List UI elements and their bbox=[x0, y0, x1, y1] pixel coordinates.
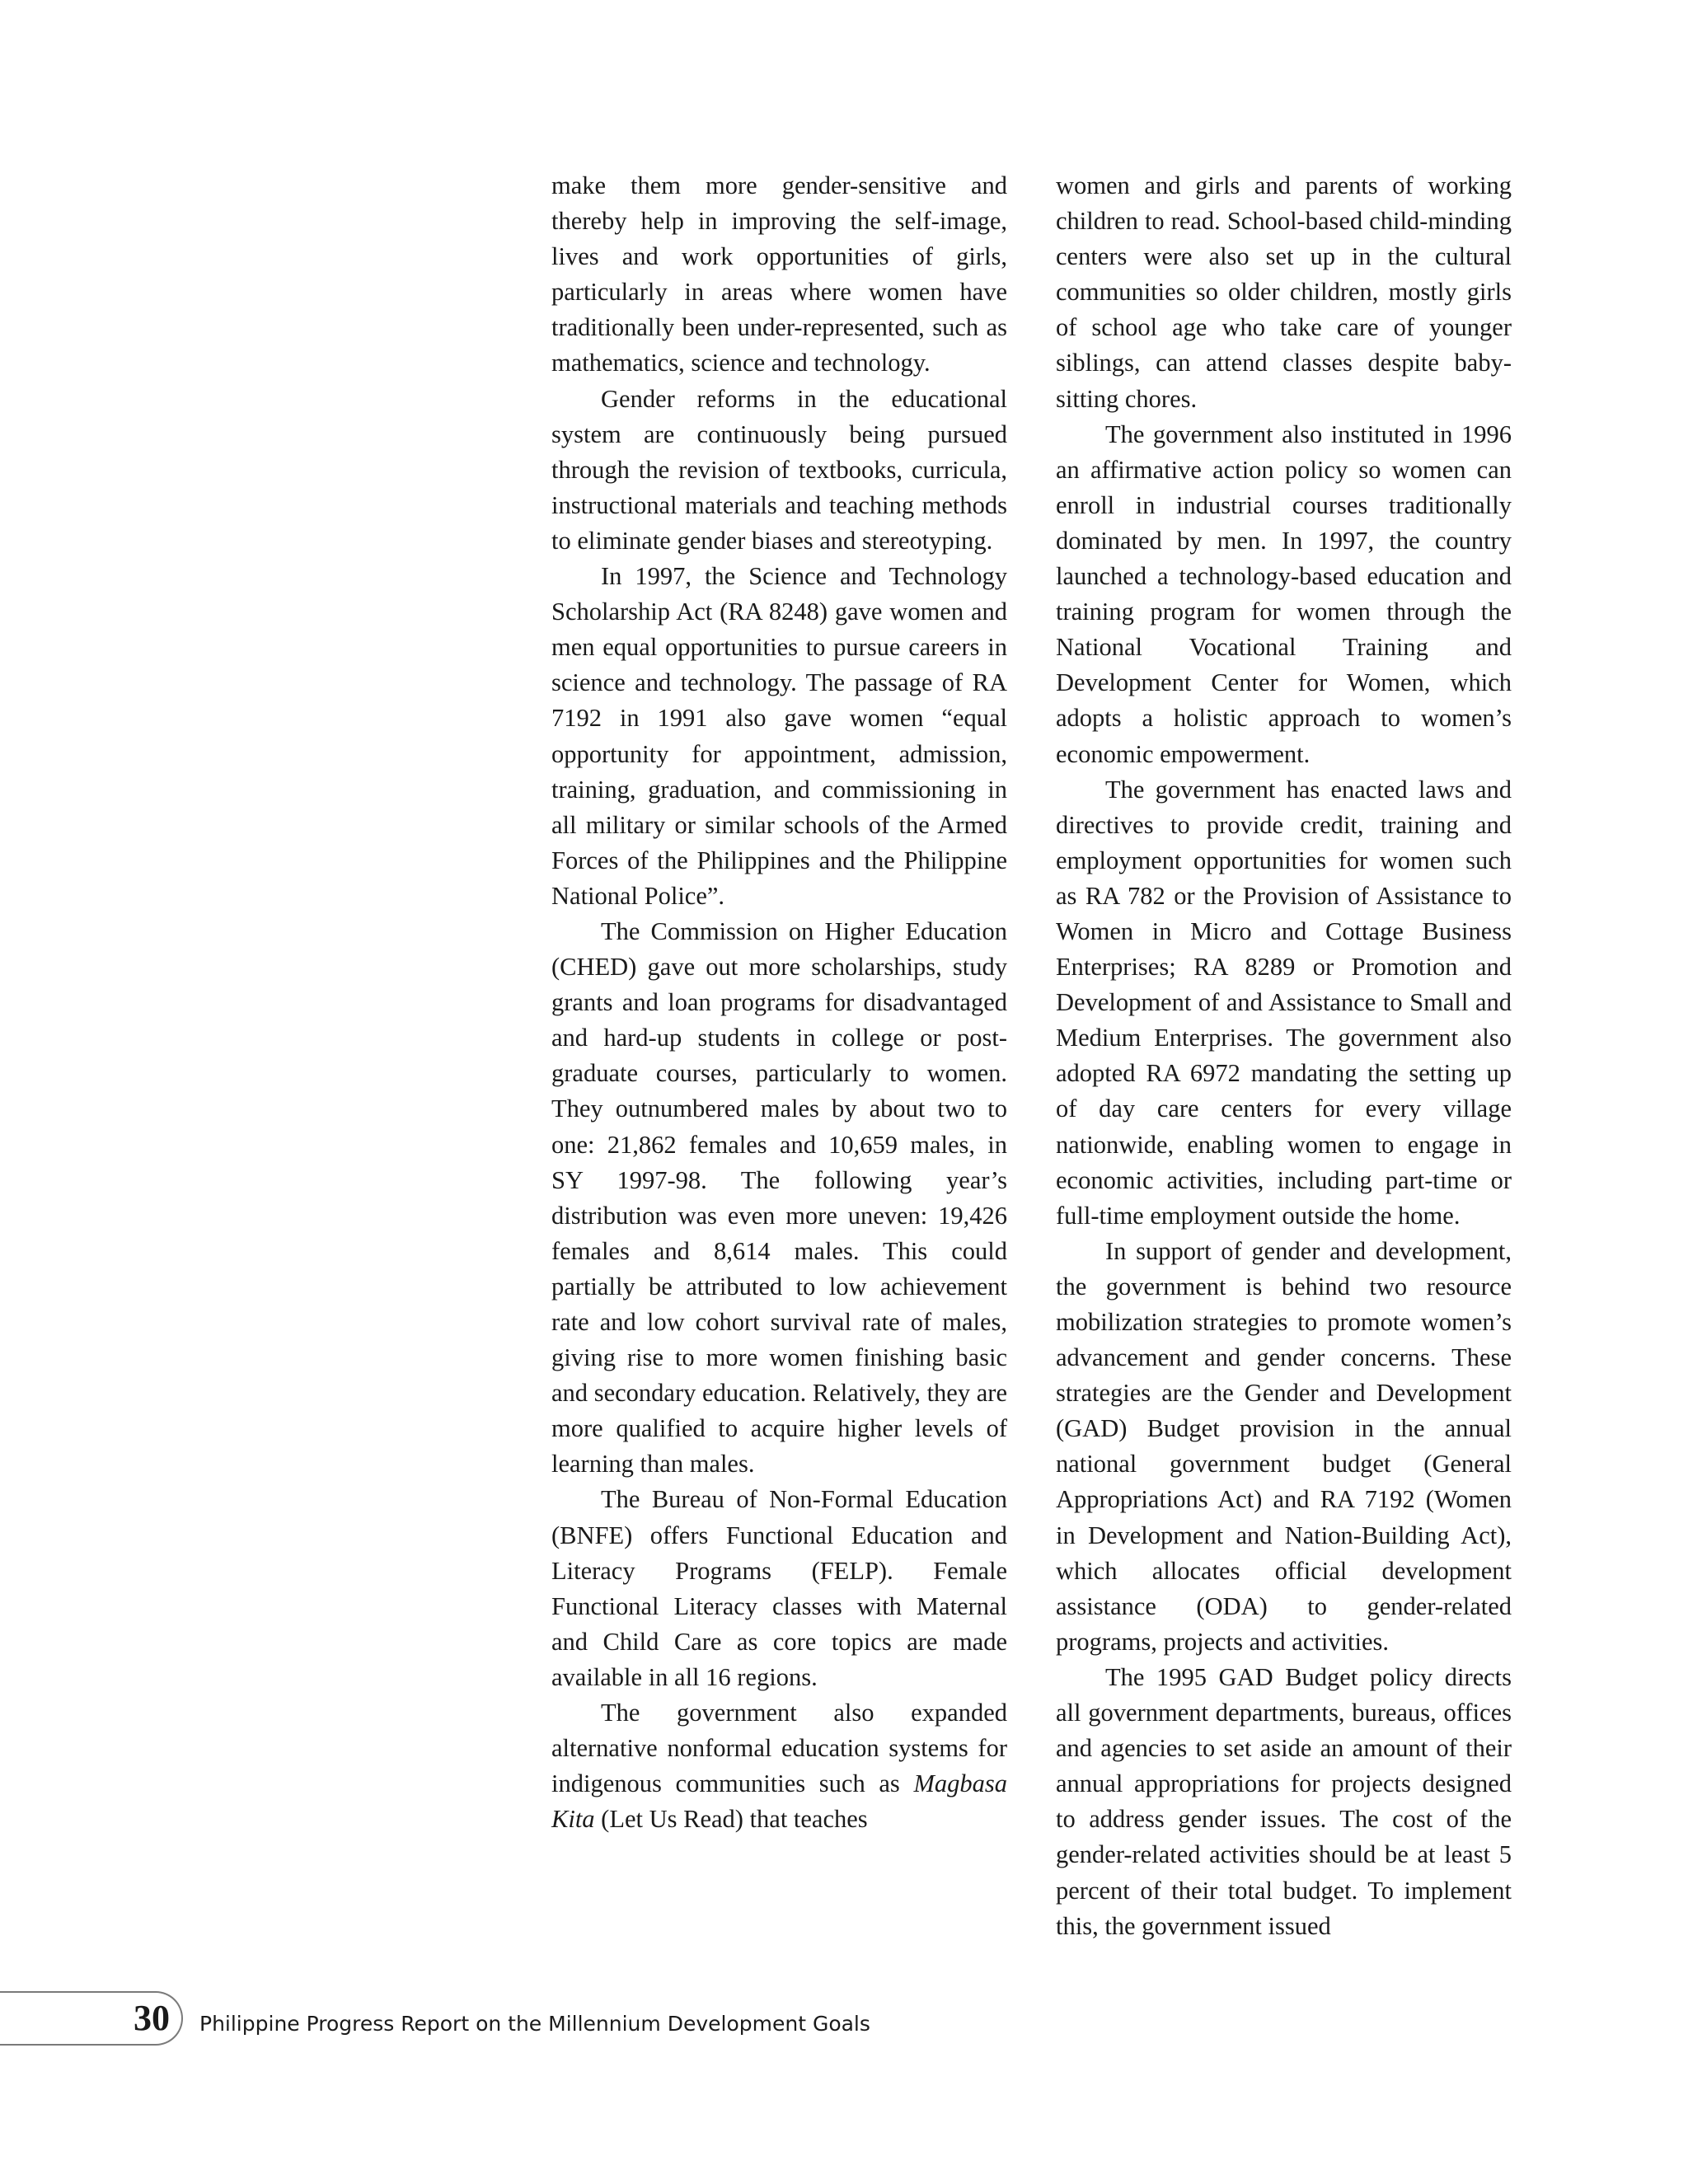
paragraph: The Commission on Higher Education (CHED) gave out more scholarships, study grants and loan programs for disadvantaged and hard-up students in college or post-graduate courses, particularly to women. They outnumbered males by about two to one: 21,862 females and 10,659 males, in SY 1997-98. The following year’s distribution was even more uneven: 19,426 females and 8,614 males. This could partially be attributed to low achievement rate and low cohort survival rate of males, giving rise to more women finishing basic and secondary education. Relatively, they are more qualified to acquire higher levels of learning than males. bbox=[551, 916, 1007, 1479]
paragraph-text: (Let Us Read) that teaches bbox=[594, 1805, 868, 1834]
paragraph: The Bureau of Non-Formal Education (BNFE) offers Functional Education and Literacy Programs (FELP). Female Functional Literacy classes with Maternal and Child Care as core topics are made available in all 16 regions. bbox=[551, 1485, 1007, 1691]
paragraph: Gender reforms in the educational system are continuously being pursued through the revision of textbooks, curricula, instructional materials and teaching methods to eliminate gender biases and stereotyping. bbox=[551, 384, 1007, 555]
left-text-column bbox=[551, 168, 1007, 1837]
paragraph: The government also instituted in 1996 an affirmative action policy so women can enroll in industrial courses traditionally dominated by men. In 1997, the country launched a technology-based education and training program for women through the National Vocational Training and Development Center for Women, which adopts a holistic approach to women’s economic empowerment. bbox=[1056, 419, 1512, 768]
paragraph-text: The government also expanded alternative nonformal education systems for indigenous communities such as bbox=[551, 1699, 1007, 1798]
right-text-column bbox=[1056, 168, 1512, 1944]
italic-title: Magbasa Kita bbox=[551, 1769, 1007, 1834]
paragraph: In 1997, the Science and Technology Scholarship Act (RA 8248) gave women and men equal opportunities to pursue careers in science and technology. The passage of RA 7192 in 1991 also gave women “equal opportunity for appointment, admission, training, graduation, and commissioning in all military or similar schools of the Armed Forces of the Philippines and the Philippine National Police”. bbox=[551, 562, 1007, 910]
paragraph: In support of gender and development, the government is behind two resource mobilization strategies to promote women’s advancement and gender concerns. These strategies are the Gender and Development (GAD) Budget provision in the annual national government budget (General Appropriations Act) and RA 7192 (Women in Development and Nation-Building Act), which allocates official development assistance (ODA) to gender-related programs, projects and activities. bbox=[1056, 1236, 1512, 1656]
paragraph bbox=[551, 1695, 1007, 1837]
paragraph: The government has enacted laws and directives to provide credit, training and employment opportunities for women such as RA 782 or the Provision of Assistance to Women in Micro and Cottage Business Enterprises; RA 8289 or Promotion and Development of and Assistance to Small and Medium Enterprises. The government also adopted RA 6972 mandating the setting up of day care centers for every village nationwide, enabling women to engage in economic activities, including part-time or full-time employment outside the home. bbox=[1056, 775, 1512, 1230]
page-number: 30 bbox=[134, 1998, 170, 2038]
paragraph: women and girls and parents of working children to read. School-based child-minding centers were also set up in the cultural communities so older children, mostly girls of school age who take care of younger siblings, can attend classes despite baby-sitting chores. bbox=[1056, 171, 1512, 413]
paragraph: The 1995 GAD Budget policy directs all government departments, bureaus, offices and agencies to set aside an amount of their annual appropriations for projects designed to address gender issues. The cost of the gender-related activities should be at least 5 percent of their total budget. To implement this, the government issued bbox=[1056, 1662, 1512, 1940]
paragraph: make them more gender-sensitive and thereby help in improving the self-image, lives and work opportunities of girls, particularly in areas where women have traditionally been under-represented, such as mathematics, science and technology. bbox=[551, 171, 1007, 377]
footer-title: Philippine Progress Report on the Millennium Development Goals bbox=[199, 2012, 870, 2036]
